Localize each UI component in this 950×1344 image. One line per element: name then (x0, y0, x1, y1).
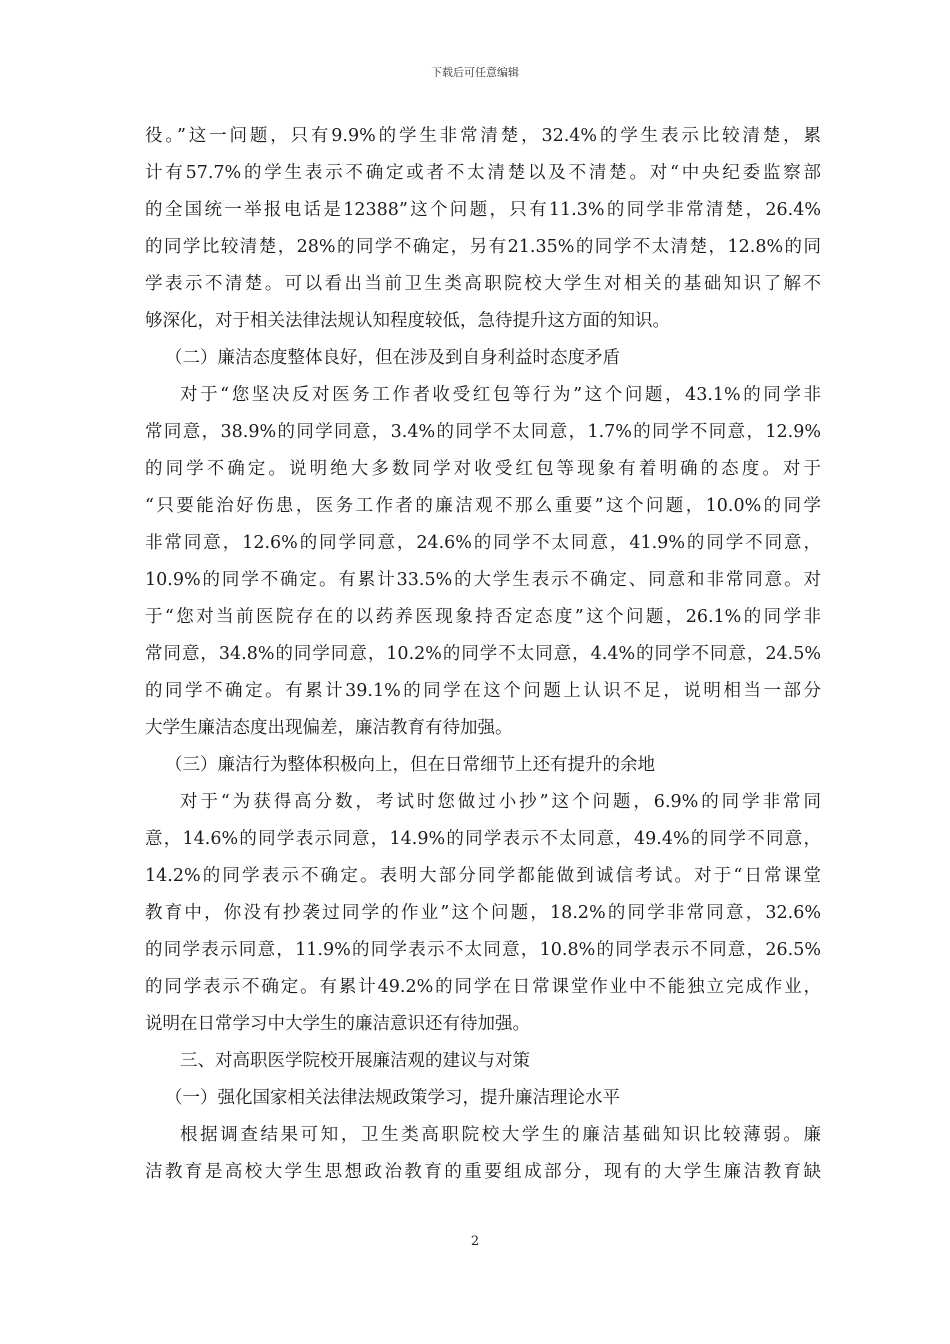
subsection-heading: （三）廉洁行为整体积极向上，但在日常细节上还有提升的余地 (165, 755, 655, 775)
text-line: 10.9%的同学不确定。有累计33.5%的大学生表示不确定、同意和非常同意。对 (145, 570, 821, 590)
text-line: 于“您对当前医院存在的以药养医现象持否定态度”这个问题，26.1%的同学非 (145, 607, 821, 627)
page-number: 2 (470, 1234, 480, 1249)
text-line: 的同学不确定。有累计39.1%的同学在这个问题上认识不足，说明相当一部分 (145, 681, 821, 701)
subsection-heading: （一）强化国家相关法律法规政策学习，提升廉洁理论水平 (165, 1088, 620, 1108)
document-body (145, 118, 821, 1191)
text-line: 的全国统一举报电话是12388”这个问题，只有11.3%的同学非常清楚，26.4% (145, 200, 821, 220)
text-line: 14.2%的同学表示不确定。表明大部分同学都能做到诚信考试。对于“日常课堂 (145, 866, 821, 886)
text-line: 洁教育是高校大学生思想政治教育的重要组成部分，现有的大学生廉洁教育缺 (145, 1162, 821, 1182)
text-line: 的同学不确定。说明绝大多数同学对收受红包等现象有着明确的态度。对于 (145, 459, 821, 479)
text-line: 的同学比较清楚，28%的同学不确定，另有21.35%的同学不太清楚，12.8%的同 (145, 237, 821, 257)
text-line: “只要能治好伤患，医务工作者的廉洁观不那么重要”这个问题，10.0%的同学 (145, 496, 821, 516)
subsection-heading: （二）廉洁态度整体良好，但在涉及到自身利益时态度矛盾 (165, 348, 620, 368)
text-line: 说明在日常学习中大学生的廉洁意识还有待加强。 (145, 1014, 530, 1034)
text-line: 教育中，你没有抄袭过同学的作业”这个问题，18.2%的同学非常同意，32.6% (145, 903, 821, 923)
text-line: 计有57.7%的学生表示不确定或者不太清楚以及不清楚。对“中央纪委监察部 (145, 163, 821, 183)
section-heading: 三、对高职医学院校开展廉洁观的建议与对策 (180, 1051, 530, 1071)
text-line: 意，14.6%的同学表示同意，14.9%的同学表示不太同意，49.4%的同学不同意， (145, 829, 821, 849)
text-line: 的同学表示同意，11.9%的同学表示不太同意，10.8%的同学表示不同意，26.5% (145, 940, 821, 960)
paragraph-first-line: 对于“为获得高分数，考试时您做过小抄”这个问题，6.9%的同学非常同 (180, 792, 821, 812)
paragraph-first-line: 根据调查结果可知，卫生类高职院校大学生的廉洁基础知识比较薄弱。廉 (180, 1125, 821, 1145)
text-line: 够深化，对于相关法律法规认知程度较低，急待提升这方面的知识。 (145, 311, 670, 331)
text-line: 大学生廉洁态度出现偏差，廉洁教育有待加强。 (145, 718, 513, 738)
text-line: 常同意，38.9%的同学同意，3.4%的同学不太同意，1.7%的同学不同意，12.9% (145, 422, 821, 442)
text-line: 学表示不清楚。可以看出当前卫生类高职院校大学生对相关的基础知识了解不 (145, 274, 821, 294)
text-line: 的同学表示不确定。有累计49.2%的同学在日常课堂作业中不能独立完成作业， (145, 977, 821, 997)
text-line: 常同意，34.8%的同学同意，10.2%的同学不太同意，4.4%的同学不同意，24.5% (145, 644, 821, 664)
page-header: 下载后可任意编辑 (431, 66, 519, 79)
paragraph-first-line: 对于“您坚决反对医务工作者收受红包等行为”这个问题，43.1%的同学非 (180, 385, 821, 405)
text-line: 非常同意，12.6%的同学同意，24.6%的同学不太同意，41.9%的同学不同意， (145, 533, 821, 553)
text-line: 役。”这一问题，只有9.9%的学生非常清楚，32.4%的学生表示比较清楚，累 (145, 126, 821, 146)
